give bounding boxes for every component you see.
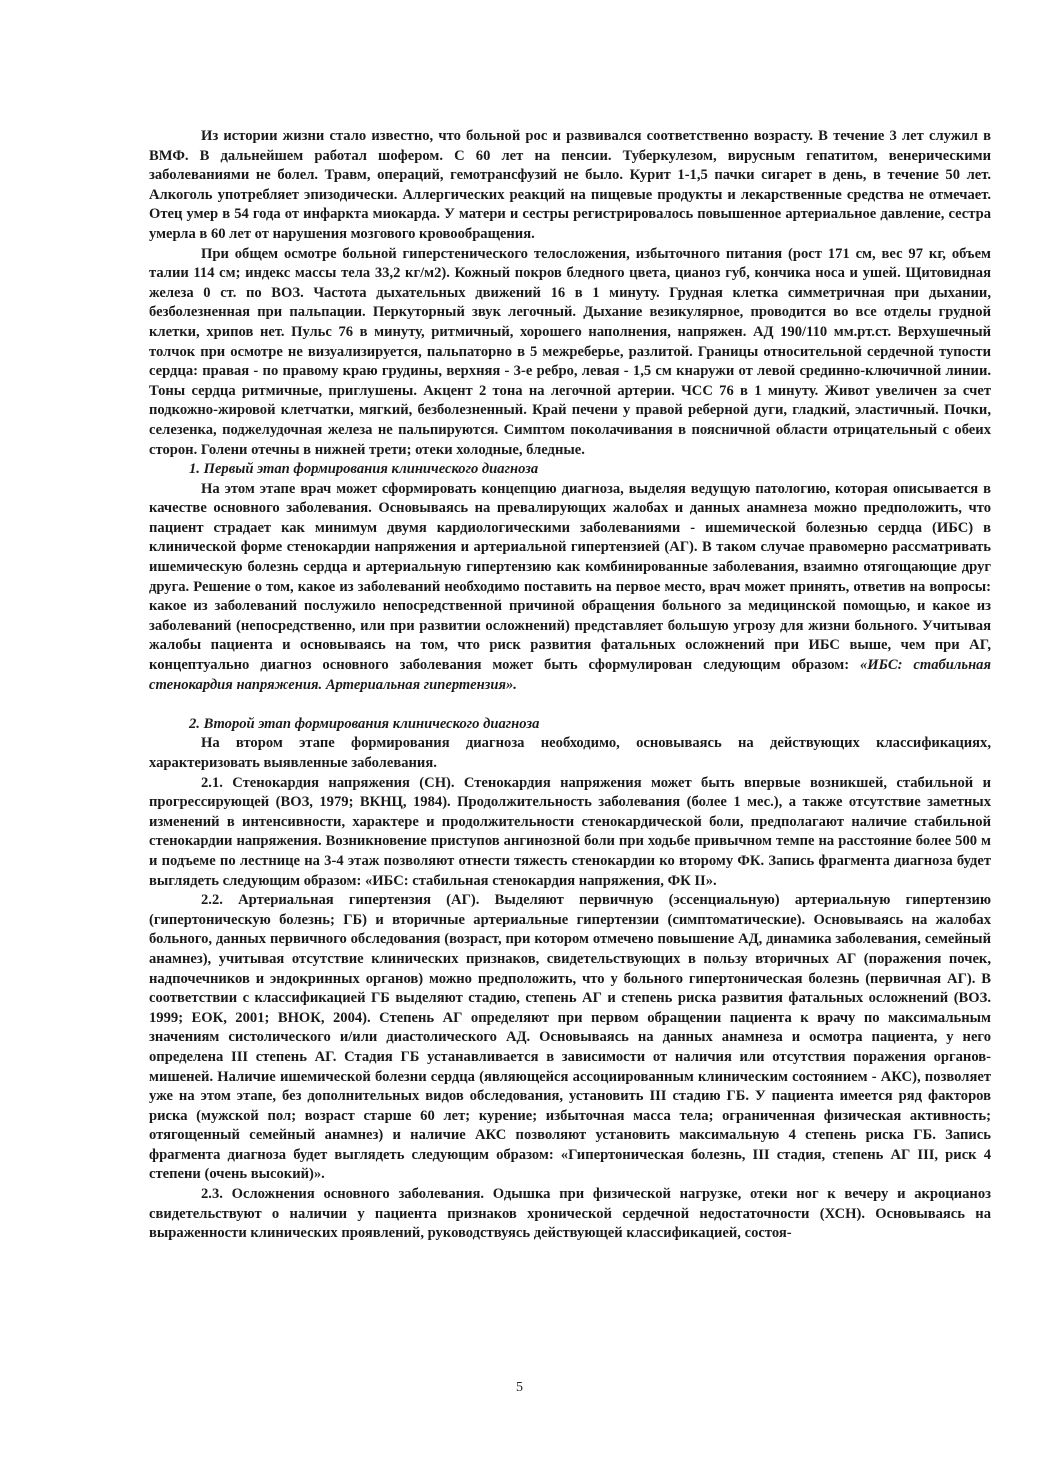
paragraph-stage-2: На втором этапе формирования диагноза необходимо, основываясь на действующих классификациях, характеризовать выявленные заболевания. [149,735,991,771]
paragraph-2-1-angina: 2.1. Стенокардия напряжения (СН). Стенокардия напряжения может быть впервые возникшей, стабильной и прогрессирующей (ВОЗ, 1979; ВКНЦ, 1984). Продолжительность заболевания (более 1 мес.), а также отсутствие заметных изменений в интенсивности, характере и продолжительности стенокардической боли, предполагают наличие стабильной стенокардии напряжения. Возникновение приступов ангинозной боли при ходьбе привычном темпе на расстояние более 500 м и подъеме по лестнице на 3-4 этаж позволяют отнести тяжесть стенокардии ко второму ФК. Запись фрагмента диагноза будет выглядеть следующим образом: «ИБС: стабильная стенокардия напряжения, ФК II». [149,774,991,889]
paragraph-physical-exam: При общем осмотре больной гиперстенического телосложения, избыточного питания (рост 171 см, вес 97 кг, объем талии 114 см; индекс массы тела 33,2 кг/м2). Кожный покров бледного цвета, цианоз губ, кончика носа и ушей. Щитовидная железа 0 ст. по ВОЗ. Частота дыхательных движений 16 в 1 минуту. Грудная клетка симметричная при дыхании, безболезненная при пальпации. Перкуторный звук легочный. Дыхание везикулярное, проводится во все отделы грудной клетки, хрипов нет. Пульс 76 в минуту, ритмичный, хорошего наполнения, напряжен. АД 190/110 мм.рт.ст. Верхушечный толчок при осмотре не визуализируется, пальпаторно в 5 межреберье, разлитой. Границы относительной сердечной тупости сердца: правая - по правому краю грудины, верхняя - 3-е ребро, левая - 1,5 см кнаружи от левой срединно-ключичной линии. Тоны сердца ритмичные, приглушены. Акцент 2 тона на легочной артерии. ЧСС 76 в 1 минуту. Живот увеличен за счет подкожно-жировой клетчатки, мягкий, безболезненный. Край печени у правой реберной дуги, гладкий, эластичный. Почки, селезенка, поджелудочная железа не пальпируются. Симптом поколачивания в поясничной области отрицательный с обеих сторон. Голени отечны в нижней трети; отеки холодные, бледные. [149,245,991,458]
paragraph-stage-1 [149,480,991,696]
page-number: 5 [516,1380,523,1395]
paragraph-life-history: Из истории жизни стало известно, что больной рос и развивался соответственно возрасту. В течение 3 лет служил в ВМФ. В дальнейшем работал шофером. С 60 лет на пенсии. Туберкулезом, вирусным гепатитом, венерическими заболеваниями не болел. Травм, операций, гемотрансфузий не было. Курит 1-1,5 пачки сигарет в день, в течение 50 лет. Алкоголь употребляет эпизодически. Аллергических реакций на пищевые продукты и лекарственные средства не отмечает. Отец умер в 54 года от инфаркта миокарда. У матери и сестры регистрировалось повышенное артериальное давление, сестра умерла в 60 лет от нарушения мозгового кровообращения. [149,128,991,242]
paragraph-2-2-hypertension: 2.2. Артериальная гипертензия (АГ). Выделяют первичную (эссенциальную) артериальную гипертензию (гипертоническую болезнь; ГБ) и вторичные артериальные гипертензии (симптоматические). Основываясь на жалобах больного, данных первичного обследования (возраст, при котором отмечено повышение АД, динамика заболевания, семейный анамнез), учитывая отсутствие клинических признаков, свидетельствующих в пользу вторичных АГ (поражения почек, надпочечников и эндокринных органов) можно предположить, что у больного гипертоническая болезнь (первичная АГ). В соответствии с классификацией ГБ выделяют стадию, степень АГ и степень риска развития фатальных осложнений (ВОЗ. 1999; ЕОК, 2001; ВНОК, 2004). Степень АГ определяют при первом обращении пациента к врачу по максимальным значениям систолического и/или диастолического АД. Основываясь на данных анамнеза и осмотра пациента, у него определена III степень АГ. Стадия ГБ устанавливается в зависимости от наличия или отсутствия поражения органов-мишеней. Наличие ишемической болезни сердца (являющейся ассоциированным клиническим состоянием - АКС), позволяет уже на этом этапе, без дополнительных видов обследования, установить III стадию ГБ. У пациента имеется ряд факторов риска (мужской пол; возраст старше 60 лет; курение; избыточная масса тела; ограниченная физическая активность; отягощенный семейный анамнез) и наличие АКС позволяют установить максимальную 4 степень риска ГБ. Запись фрагмента диагноза будет выглядеть следующим образом: «Гипертоническая болезнь, III стадия, степень АГ III, риск 4 степени (очень высокий)». [149,892,991,1183]
section-heading-stage-2: 2. Второй этап формирования клинического диагноза [189,715,540,732]
stage-1-diagnosis-quote: «ИБС: стабильная стенокардия напряжения. Артериальная гипертензия». [149,657,991,693]
stage-1-text: На этом этапе врач может сформировать концепцию диагноза, выделяя ведущую патологию, которая описывается в качестве основного заболевания. Основываясь на превалирующих жалобах и данных анамнеза можно предположить, что пациент страдает как минимум двумя кардиологическими заболеваниями - ишемической болезнью сердца (ИБС) в клинической форме стенокардии напряжения и артериальной гипертензией (АГ). В таком случае правомерно рассматривать ишемическую болезнь сердца и артериальную гипертензию как комбинированные заболевания, взаимно отягощающие друг друга. Решение о том, какое из заболеваний необходимо поставить на первое место, врач может принять, ответив на вопросы: какое из заболеваний послужило непосредственной причиной обращения больного за медицинской помощью, и какое из заболеваний (непосредственно, или при развитии осложнений) представляет большую угрозу для жизни больного. Учитывая жалобы пациента и основываясь на том, что риск развития фатальных осложнений при ИБС выше, чем при АГ, концептуально диагноз основного заболевания может быть сформулирован следующим образом: [149,480,991,674]
paragraph-2-3-complications: 2.3. Осложнения основного заболевания. Одышка при физической нагрузке, отеки ног к вечеру и акроцианоз свидетельствуют о наличии у пациента признаков хронической сердечной недостаточности (ХСН). Основываясь на выраженности клинических проявлений, руководствуясь действующей классификацией, состоя- [149,1186,991,1242]
section-heading-stage-1: 1. Первый этап формирования клинического диагноза [189,461,539,478]
document-page [149,127,991,1244]
